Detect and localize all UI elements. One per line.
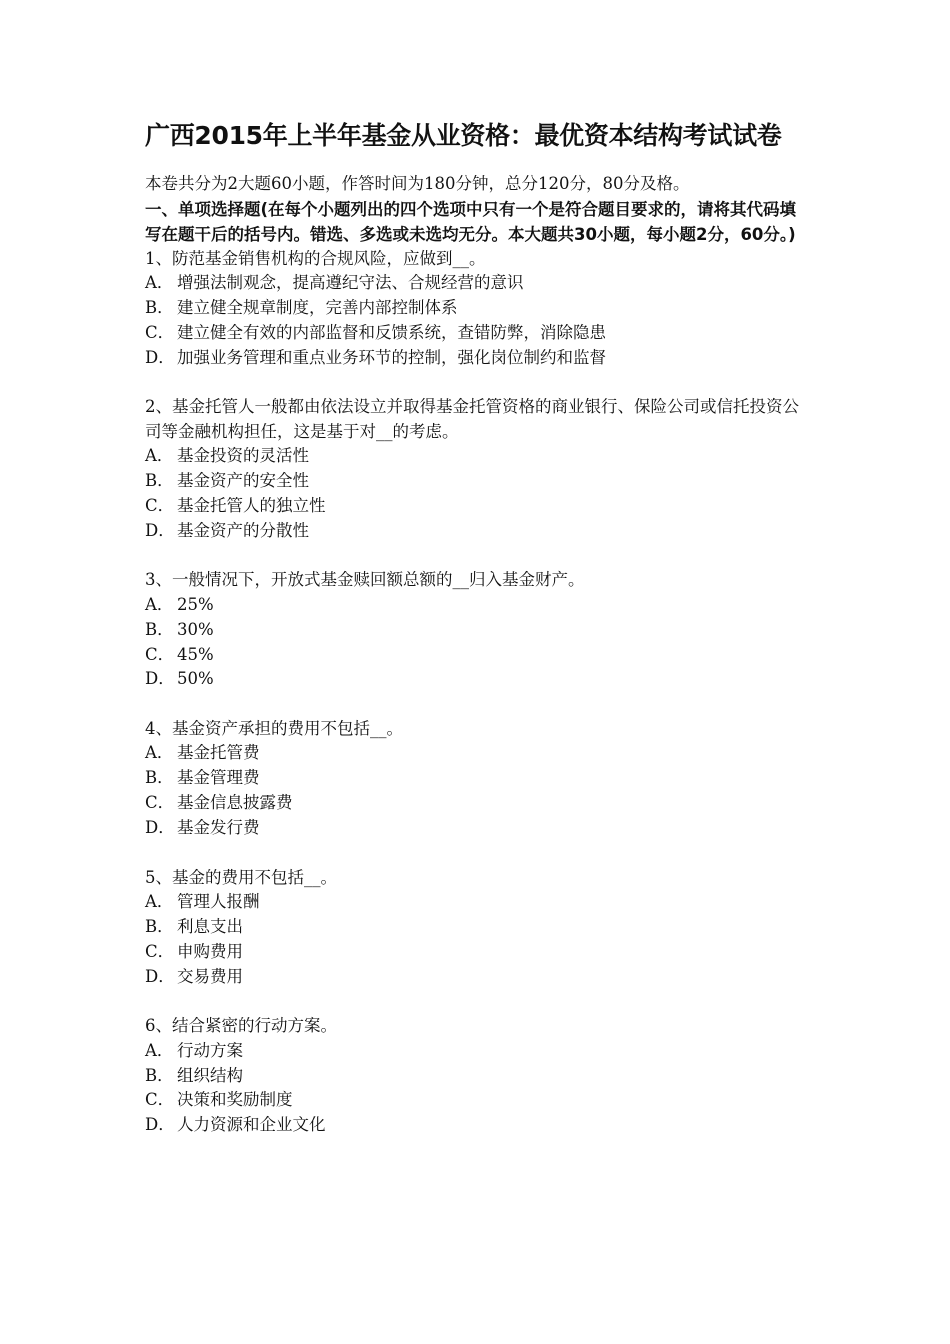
option-letter: D． (145, 520, 175, 540)
question-stem: 4、基金资产承担的费用不包括__。 (145, 718, 403, 738)
question-stem: 6、结合紧密的行动方案。 (145, 1016, 337, 1036)
option-letter: A． (145, 892, 174, 911)
answer-option (145, 444, 810, 469)
answer-option (145, 791, 810, 816)
option-text: 50% (177, 669, 214, 689)
option-letter: D． (145, 669, 175, 689)
question-stem: 1、防范基金销售机构的合规风险，应做到__。 (145, 248, 486, 268)
option-letter: A． (145, 743, 174, 763)
answer-option (145, 321, 810, 346)
option-letter: A． (145, 594, 174, 614)
option-text: 交易费用 (177, 966, 243, 986)
answer-option (145, 890, 810, 915)
question-item (145, 395, 810, 544)
option-letter: C． (145, 495, 175, 515)
option-letter: C． (145, 793, 175, 813)
option-text: 基金托管费 (177, 743, 260, 763)
option-letter: C． (145, 941, 175, 961)
answer-option (145, 940, 810, 965)
option-letter: B． (145, 1065, 174, 1085)
question-item (145, 1014, 810, 1138)
option-text: 组织结构 (177, 1065, 243, 1085)
answer-option (145, 1113, 810, 1138)
option-letter: C． (145, 322, 175, 342)
answer-option (145, 271, 810, 296)
option-text: 建立健全规章制度，完善内部控制体系 (177, 297, 458, 317)
option-text: 基金资产的安全性 (177, 471, 309, 491)
option-text: 基金资产的分散性 (177, 520, 309, 540)
answer-option (145, 519, 810, 544)
answer-option (145, 766, 810, 791)
option-text: 行动方案 (177, 1040, 243, 1060)
question-item (145, 866, 810, 990)
option-letter: B． (145, 471, 174, 491)
question-stem: 3、一般情况下，开放式基金赎回额总额的__归入基金财产。 (145, 570, 585, 590)
option-letter: A． (145, 446, 174, 466)
answer-option (145, 1088, 810, 1113)
question-list (145, 247, 810, 1139)
exam-intro: 本卷共分为2大题60小题，作答时间为180分钟，总分120分，80分及格。 (145, 174, 690, 193)
option-letter: A． (145, 1040, 174, 1060)
option-letter: B． (145, 619, 174, 639)
option-letter: B． (145, 768, 174, 788)
option-text: 25% (177, 594, 214, 614)
option-text: 增强法制观念，提高遵纪守法、合规经营的意识 (177, 273, 524, 292)
option-text: 基金托管人的独立性 (177, 495, 326, 515)
option-text: 加强业务管理和重点业务环节的控制，强化岗位制约和监督 (177, 347, 606, 367)
option-text: 45% (177, 644, 214, 664)
option-letter: D． (145, 1115, 175, 1135)
answer-option (145, 494, 810, 519)
option-text: 决策和奖励制度 (177, 1090, 293, 1110)
option-text: 人力资源和企业文化 (177, 1115, 326, 1135)
answer-option (145, 915, 810, 940)
question-stem: 2、基金托管人一般都由依法设立并取得基金托管资格的商业银行、保险公司或信托投资公司等金融机构担任，这是基于对__的考虑。 (145, 397, 799, 441)
question-item (145, 717, 810, 841)
answer-option (145, 346, 810, 371)
option-letter: D． (145, 818, 175, 838)
answer-option (145, 965, 810, 990)
option-letter: D． (145, 966, 175, 986)
answer-option (145, 618, 810, 643)
document-title: 广西2015年上半年基金从业资格：最优资本结构考试试卷 (145, 121, 782, 150)
answer-option (145, 593, 810, 618)
option-text: 基金管理费 (177, 768, 260, 788)
answer-option (145, 741, 810, 766)
option-letter: A． (145, 273, 174, 292)
answer-option (145, 1064, 810, 1089)
answer-option (145, 667, 810, 692)
option-text: 30% (177, 619, 214, 639)
option-letter: D． (145, 347, 175, 367)
question-stem: 5、基金的费用不包括__。 (145, 867, 337, 887)
section-heading: 一、单项选择题(在每个小题列出的四个选项中只有一个是符合题目要求的，请将其代码填写在题干后的括号内。错选、多选或未选均无分。本大题共30小题，每小题2分，60分。) (145, 199, 797, 244)
question-item (145, 568, 810, 692)
answer-option (145, 643, 810, 668)
exam-page (145, 118, 810, 1163)
answer-option (145, 296, 810, 321)
option-text: 利息支出 (177, 916, 243, 936)
question-item (145, 247, 810, 371)
answer-option (145, 816, 810, 841)
option-letter: B． (145, 916, 174, 936)
answer-option (145, 1039, 810, 1064)
option-text: 建立健全有效的内部监督和反馈系统，查错防弊，消除隐患 (177, 322, 606, 342)
answer-option (145, 469, 810, 494)
option-text: 基金信息披露费 (177, 793, 293, 813)
option-letter: B． (145, 297, 174, 317)
option-text: 基金发行费 (177, 818, 260, 838)
option-text: 管理人报酬 (177, 892, 260, 911)
option-text: 申购费用 (177, 941, 243, 961)
option-letter: C． (145, 644, 175, 664)
option-letter: C． (145, 1090, 175, 1110)
option-text: 基金投资的灵活性 (177, 446, 309, 466)
